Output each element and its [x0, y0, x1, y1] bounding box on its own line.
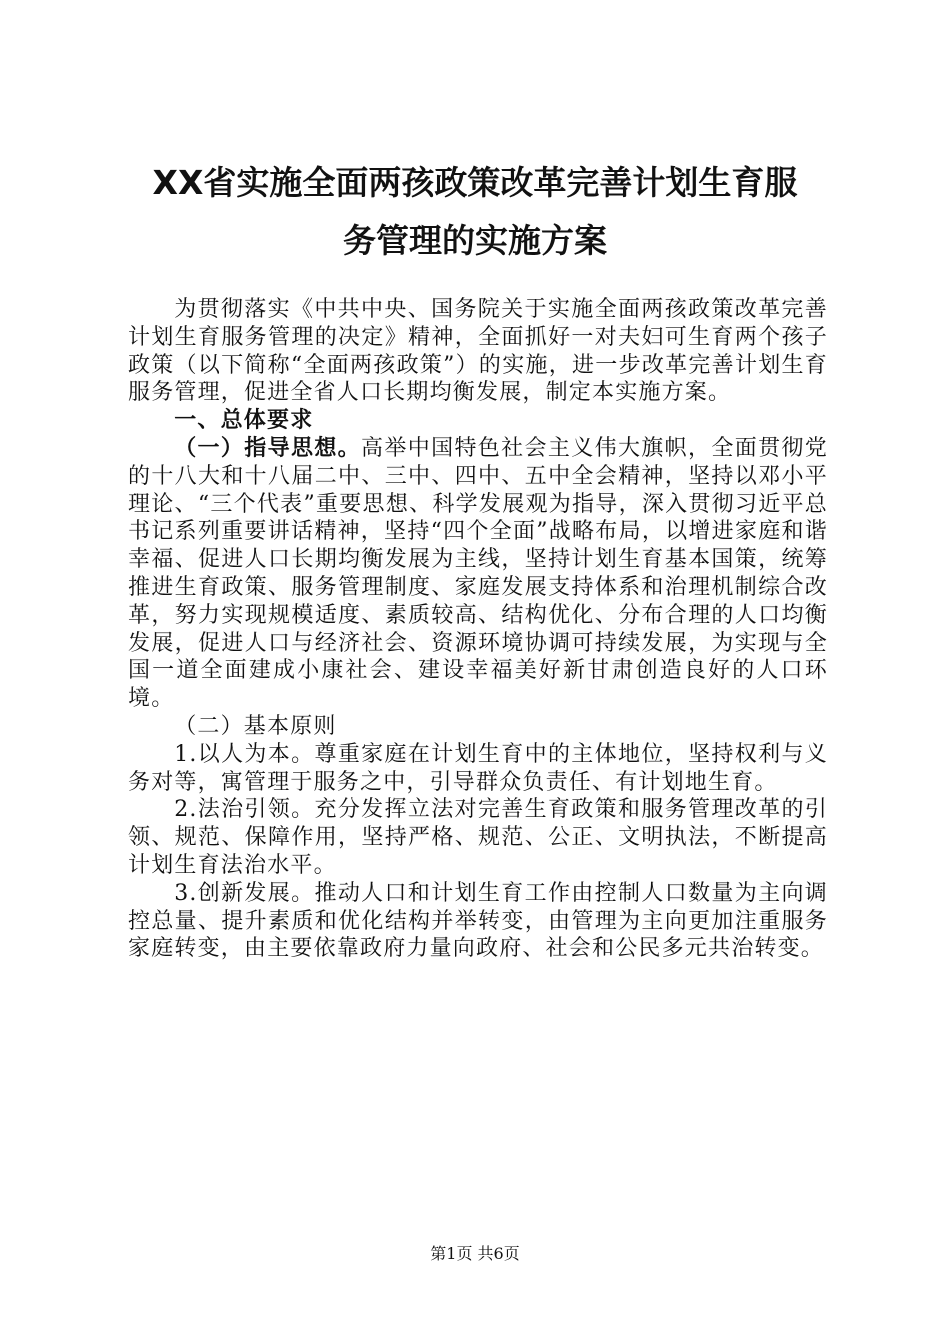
page-number-footer: 第1页 共6页 [430, 1244, 520, 1263]
document-title-line-2: 务管理的实施方案 [343, 221, 607, 260]
document-body [128, 296, 828, 963]
guiding-ideology-paragraph [128, 435, 828, 713]
intro-paragraph: 为贯彻落实《中共中央、国务院关于实施全面两孩政策改革完善计划生育服务管理的决定》精神，全面抓好一对夫妇可生育两个孩子政策（以下简称“全面两孩政策”）的实施，进一步改革完善计划生育服务管理，促进全省人口长期均衡发展，制定本实施方案。 [128, 297, 828, 406]
section-heading-general-requirements: 一、总体要求 [174, 408, 314, 434]
principle-paragraph-1: 1.以人为本。尊重家庭在计划生育中的主体地位，坚持权利与义务对等，寓管理于服务之中，引导群众负责任、有计划地生育。 [128, 741, 828, 795]
principle-paragraph-2: 2.法治引领。充分发挥立法对完善生育政策和服务管理改革的引领、规范、保障作用，坚持严格、规范、公正、文明执法，不断提高计划生育法治水平。 [128, 797, 828, 878]
document-title-line-1: XX省实施全面两孩政策改革完善计划生育服 [152, 163, 798, 202]
principle-paragraph-3: 3.创新发展。推动人口和计划生育工作由控制人口数量为主向调控总量、提升素质和优化结构并举转变，由管理为主向更加注重服务家庭转变，由主要依靠政府力量向政府、社会和公民多元共治转变。 [128, 880, 828, 962]
guiding-ideology-text: 高举中国特色社会主义伟大旗帜，全面贯彻党的十八大和十八届二中、三中、四中、五中全会精神，坚持以邓小平理论、“三个代表”重要思想、科学发展观为指导，深入贯彻习近平总书记系列重要讲话精神，坚持“四个全面”战略布局，以增进家庭和谐幸福、促进人口长期均衡发展为主线，坚持计划生育基本国策，统筹推进生育政策、服务管理制度、家庭发展支持体系和治理机制综合改革，努力实现规模适度、素质较高、结构优化、分布合理的人口均衡发展，促进人口与经济社会、资源环境协调可持续发展，为实现与全国一道全面建成小康社会、建设幸福美好新甘肃创造良好的人口环境。 [128, 435, 828, 712]
basic-principles-heading: （二）基本原则 [174, 713, 337, 739]
guiding-ideology-heading: （一）指导思想。 [174, 435, 362, 461]
